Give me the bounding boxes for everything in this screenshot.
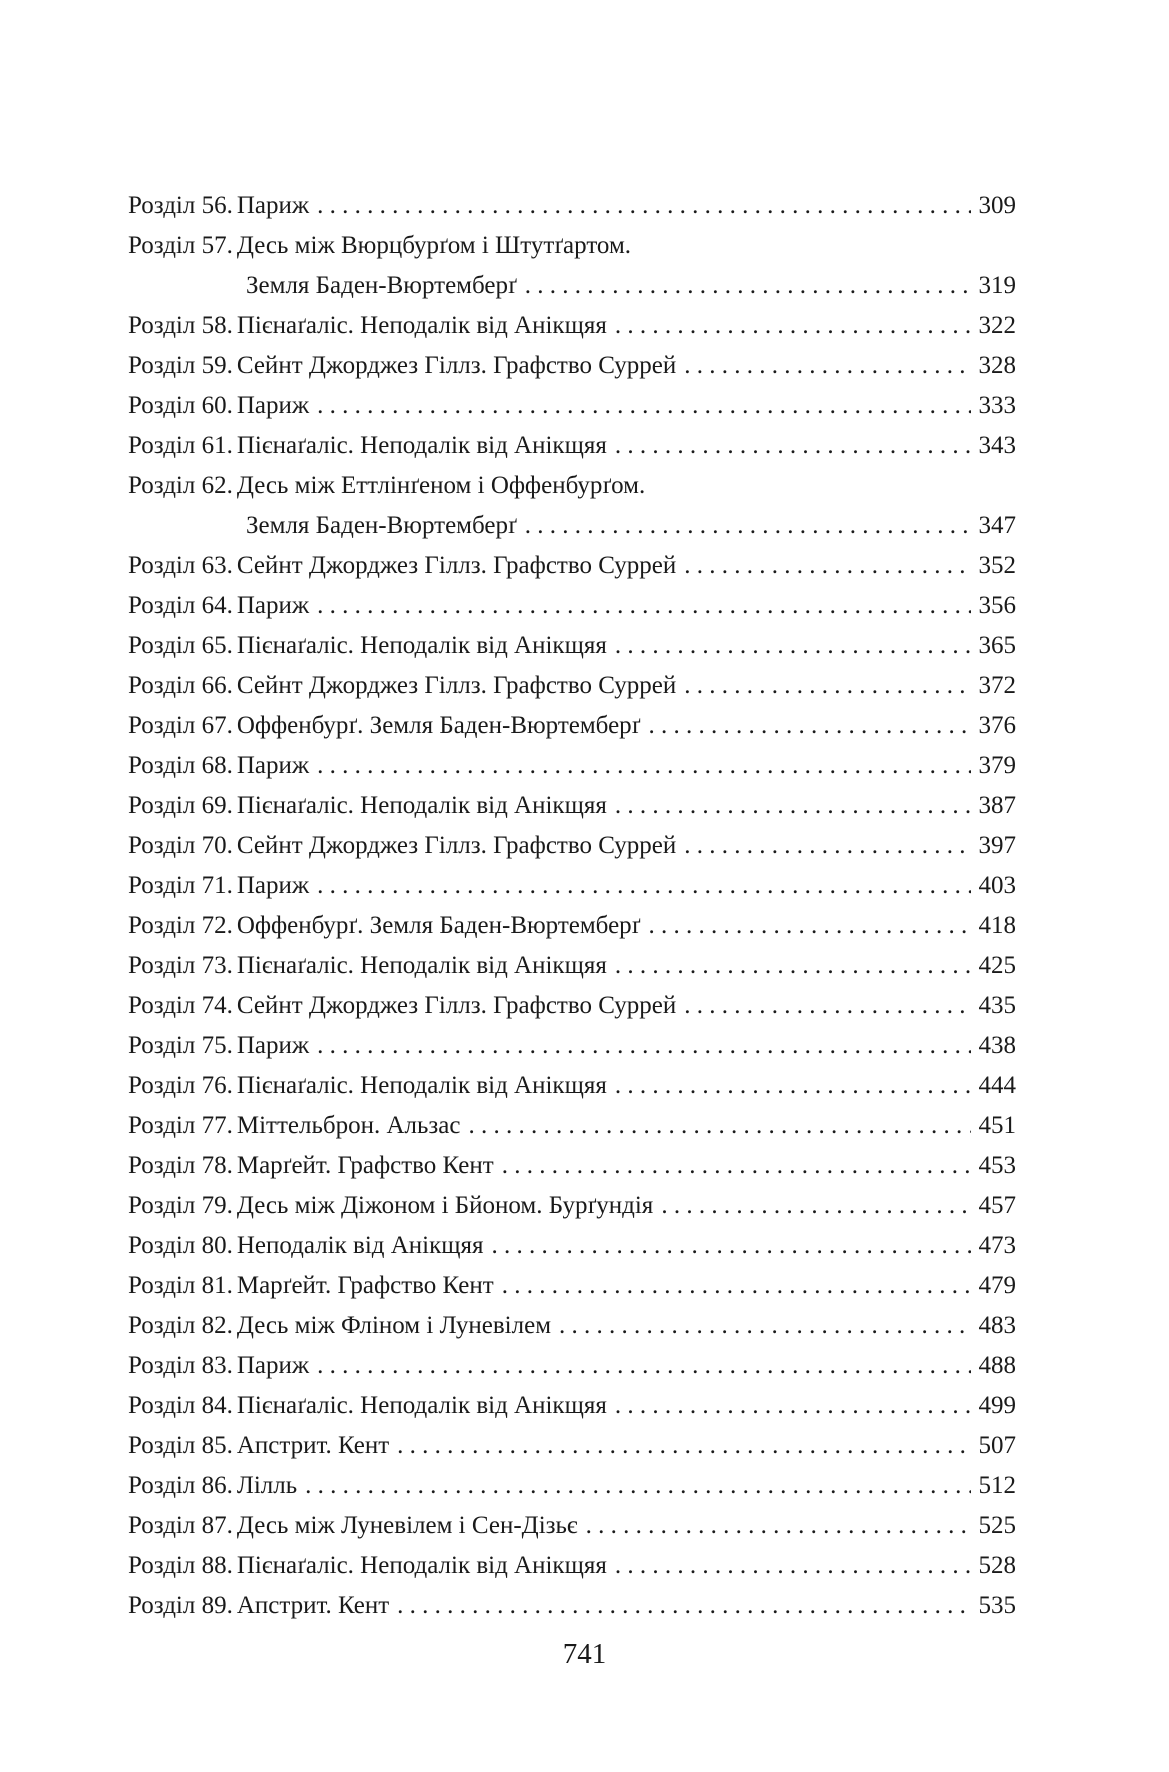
toc-chapter-label: Розділ 77. [128,1112,233,1139]
toc-page-number: 403 [978,872,1016,899]
toc-chapter-label: Розділ 64. [128,592,233,619]
toc-chapter-title: Пієнаґаліс. Неподалік від Анікщяя [236,792,607,819]
dot-leader [397,1586,970,1626]
toc-chapter-label: Розділ 71. [128,872,233,899]
toc-chapter-label: Розділ 59. [128,352,233,379]
toc-chapter-title: Десь між Діжоном і Бйоном. Бурґундія [236,1192,654,1219]
toc-chapter-label: Розділ 87. [128,1512,233,1539]
toc-chapter-label: Розділ 79. [128,1192,233,1219]
toc-chapter-title: Париж [236,752,310,779]
toc-page-number: 435 [978,992,1016,1019]
toc-chapter-label: Розділ 68. [128,752,233,779]
toc-entry [128,1226,1016,1266]
toc-page-number: 333 [978,392,1016,419]
toc-chapter-label: Розділ 82. [128,1312,233,1339]
toc-chapter-label: Розділ 65. [128,632,233,659]
toc-page-number: 352 [978,552,1016,579]
toc-entry [128,466,1016,506]
dot-leader [648,706,970,746]
toc-entry [128,1346,1016,1386]
toc-page-number: 418 [978,912,1016,939]
toc-chapter-label: Розділ 72. [128,912,233,939]
dot-leader [305,1466,970,1506]
dot-leader [615,946,971,986]
toc-chapter-title: Апстрит. Кент [236,1432,390,1459]
dot-leader [684,346,970,386]
toc-page-number: 322 [978,312,1016,339]
toc-chapter-title: Десь між Фліном і Луневілем [236,1312,552,1339]
dot-leader [615,1386,971,1426]
toc-page-number: 356 [978,592,1016,619]
dot-leader [492,1226,971,1266]
table-of-contents [128,186,1016,1626]
dot-leader [661,1186,970,1226]
toc-entry [128,1546,1016,1586]
dot-leader [397,1426,970,1466]
toc-entry [128,1146,1016,1186]
toc-chapter-title: Пієнаґаліс. Неподалік від Анікщяя [236,952,607,979]
toc-entry [128,386,1016,426]
dot-leader [684,986,970,1026]
dot-leader [615,1066,971,1106]
toc-chapter-title: Пієнаґаліс. Неподалік від Анікщяя [236,312,607,339]
toc-chapter-title: Неподалік від Анікщяя [236,1232,484,1259]
toc-chapter-title: Париж [236,192,310,219]
toc-entry [128,1026,1016,1066]
toc-chapter-title: Сейнт Джорджез Гіллз. Графство Суррей [236,832,677,859]
toc-page-number: 499 [978,1392,1016,1419]
toc-page-number: 343 [978,432,1016,459]
dot-leader [502,1146,971,1186]
toc-page-number: 347 [978,512,1016,539]
toc-entry [128,586,1016,626]
dot-leader [317,1026,970,1066]
toc-page-number: 425 [978,952,1016,979]
toc-page-number: 453 [978,1152,1016,1179]
toc-page-number: 376 [978,712,1016,739]
toc-entry [128,226,1016,266]
toc-page-number: 319 [978,272,1016,299]
toc-chapter-title: Пієнаґаліс. Неподалік від Анікщяя [236,1072,607,1099]
toc-entry [128,666,1016,706]
toc-chapter-label: Розділ 61. [128,432,233,459]
toc-entry [128,1306,1016,1346]
toc-chapter-label: Розділ 70. [128,832,233,859]
toc-entry [128,426,1016,466]
toc-chapter-label: Розділ 63. [128,552,233,579]
toc-entry [128,746,1016,786]
toc-entry [128,626,1016,666]
dot-leader [317,746,970,786]
dot-leader [615,426,971,466]
page-number: 741 [562,1638,607,1670]
toc-entry [128,986,1016,1026]
toc-chapter-title: Оффенбурґ. Земля Баден-Вюртемберґ [236,712,641,739]
toc-chapter-title: Десь між Еттлінґеном і Оффенбурґом. [236,472,646,499]
toc-entry [128,1266,1016,1306]
dot-leader [317,586,970,626]
toc-chapter-label: Розділ 89. [128,1592,233,1619]
toc-chapter-label: Розділ 69. [128,792,233,819]
toc-entry [128,306,1016,346]
toc-chapter-label: Розділ 62. [128,472,233,499]
toc-chapter-label: Розділ 88. [128,1552,233,1579]
dot-leader [684,546,970,586]
toc-page-number: 372 [978,672,1016,699]
toc-page-number: 512 [978,1472,1016,1499]
toc-page-number: 309 [978,192,1016,219]
dot-leader [317,186,970,226]
toc-chapter-label: Розділ 86. [128,1472,233,1499]
toc-chapter-title: Апстрит. Кент [236,1592,390,1619]
dot-leader [684,666,970,706]
toc-entry [128,1066,1016,1106]
toc-page-number: 365 [978,632,1016,659]
toc-chapter-title: Марґейт. Графство Кент [236,1152,494,1179]
toc-page-number: 488 [978,1352,1016,1379]
toc-page-number: 457 [978,1192,1016,1219]
toc-entry [128,1466,1016,1506]
dot-leader [615,306,971,346]
dot-leader [586,1506,971,1546]
toc-chapter-title: Оффенбурґ. Земля Баден-Вюртемберґ [236,912,641,939]
dot-leader [615,786,971,826]
toc-entry [128,786,1016,826]
toc-entry [128,826,1016,866]
toc-chapter-label: Розділ 78. [128,1152,233,1179]
toc-entry [128,546,1016,586]
toc-entry [128,346,1016,386]
toc-chapter-title: Десь між Луневілем і Сен-Дізьє [236,1512,578,1539]
toc-chapter-label: Розділ 75. [128,1032,233,1059]
toc-chapter-title: Париж [236,872,310,899]
toc-entry [128,1106,1016,1146]
toc-chapter-title: Пієнаґаліс. Неподалік від Анікщяя [236,1552,607,1579]
toc-entry [128,1506,1016,1546]
dot-leader [502,1266,971,1306]
dot-leader [615,1546,971,1586]
dot-leader [684,826,970,866]
dot-leader [317,386,970,426]
toc-chapter-label: Розділ 74. [128,992,233,1019]
toc-chapter-title: Сейнт Джорджез Гіллз. Графство Суррей [236,992,677,1019]
toc-entry [128,186,1016,226]
toc-chapter-title: Міттельброн. Альзас [236,1112,461,1139]
toc-chapter-label: Розділ 73. [128,952,233,979]
toc-page-number: 438 [978,1032,1016,1059]
toc-entry [128,1586,1016,1626]
dot-leader [525,506,971,546]
toc-entry-continuation [128,266,1016,306]
toc-entry [128,946,1016,986]
toc-chapter-label: Розділ 85. [128,1432,233,1459]
dot-leader [525,266,971,306]
toc-page-number: 444 [978,1072,1016,1099]
toc-page-number: 473 [978,1232,1016,1259]
toc-chapter-label: Розділ 56. [128,192,233,219]
dot-leader [468,1106,970,1146]
toc-chapter-label: Розділ 58. [128,312,233,339]
toc-chapter-title: Марґейт. Графство Кент [236,1272,494,1299]
toc-page-number: 387 [978,792,1016,819]
dot-leader [615,626,971,666]
toc-chapter-title-continued: Земля Баден-Вюртемберґ [246,272,517,299]
dot-leader [559,1306,970,1346]
toc-page-number: 328 [978,352,1016,379]
toc-entry [128,1186,1016,1226]
toc-chapter-title: Сейнт Джорджез Гіллз. Графство Суррей [236,552,677,579]
toc-page-number: 451 [978,1112,1016,1139]
toc-chapter-title: Лілль [236,1472,298,1499]
toc-chapter-title: Париж [236,392,310,419]
toc-chapter-title: Пієнаґаліс. Неподалік від Анікщяя [236,1392,607,1419]
toc-entry [128,1386,1016,1426]
toc-chapter-title: Пієнаґаліс. Неподалік від Анікщяя [236,632,607,659]
toc-page-number: 528 [978,1552,1016,1579]
toc-chapter-label: Розділ 80. [128,1232,233,1259]
toc-page-number: 479 [978,1272,1016,1299]
dot-leader [648,906,970,946]
toc-page-number: 535 [978,1592,1016,1619]
toc-chapter-title: Париж [236,1032,310,1059]
dot-leader [317,866,970,906]
toc-chapter-label: Розділ 84. [128,1392,233,1419]
toc-page-number: 507 [978,1432,1016,1459]
toc-chapter-label: Розділ 60. [128,392,233,419]
toc-chapter-title-continued: Земля Баден-Вюртемберґ [246,512,517,539]
toc-chapter-label: Розділ 66. [128,672,233,699]
toc-chapter-label: Розділ 83. [128,1352,233,1379]
toc-chapter-title: Сейнт Джорджез Гіллз. Графство Суррей [236,352,677,379]
toc-entry [128,706,1016,746]
toc-entry [128,866,1016,906]
toc-chapter-title: Десь між Вюрцбурґом і Штутґартом. [236,232,632,259]
toc-page-number: 483 [978,1312,1016,1339]
toc-chapter-title: Сейнт Джорджез Гіллз. Графство Суррей [236,672,677,699]
toc-entry [128,906,1016,946]
dot-leader [317,1346,970,1386]
toc-page-number: 525 [978,1512,1016,1539]
toc-chapter-label: Розділ 57. [128,232,233,259]
toc-page-number: 379 [978,752,1016,779]
toc-chapter-title: Париж [236,1352,310,1379]
toc-entry [128,1426,1016,1466]
toc-page-number: 397 [978,832,1016,859]
toc-chapter-label: Розділ 76. [128,1072,233,1099]
toc-chapter-title: Пієнаґаліс. Неподалік від Анікщяя [236,432,607,459]
toc-entry-continuation [128,506,1016,546]
toc-chapter-label: Розділ 81. [128,1272,233,1299]
toc-chapter-label: Розділ 67. [128,712,233,739]
toc-chapter-title: Париж [236,592,310,619]
